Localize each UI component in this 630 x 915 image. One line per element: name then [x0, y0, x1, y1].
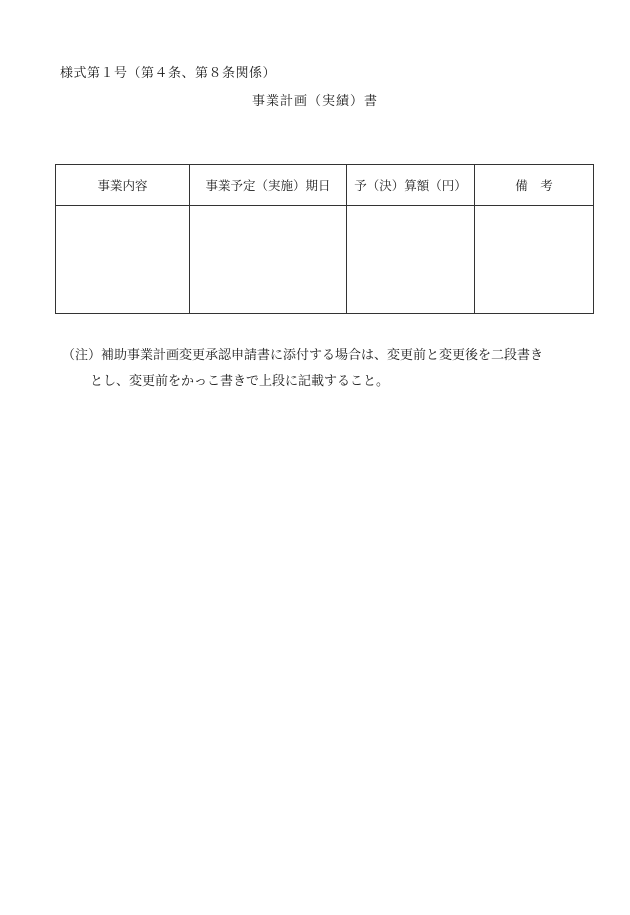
- cell-business-content: [56, 206, 190, 314]
- cell-schedule-date: [190, 206, 347, 314]
- header-business-content: 事業内容: [56, 165, 190, 206]
- note-block: [62, 343, 602, 395]
- form-number: 様式第１号（第４条、第８条関係）: [60, 66, 277, 81]
- table-header-row: [56, 165, 594, 206]
- note-line-1: （注）補助事業計画変更承認申請書に添付する場合は、変更前と変更後を二段書き: [62, 348, 544, 363]
- business-plan-table: [55, 164, 594, 314]
- table-row: [56, 206, 594, 314]
- cell-remarks: [475, 206, 594, 314]
- note-line-2: とし、変更前をかっこ書きで上段に記載すること。: [90, 374, 390, 389]
- document-title: 事業計画（実績）書: [251, 94, 378, 109]
- header-budget-amount: 予（決）算額（円）: [347, 165, 475, 206]
- header-schedule-date: 事業予定（実施）期日: [190, 165, 347, 206]
- cell-budget-amount: [347, 206, 475, 314]
- header-remarks: 備 考: [475, 165, 594, 206]
